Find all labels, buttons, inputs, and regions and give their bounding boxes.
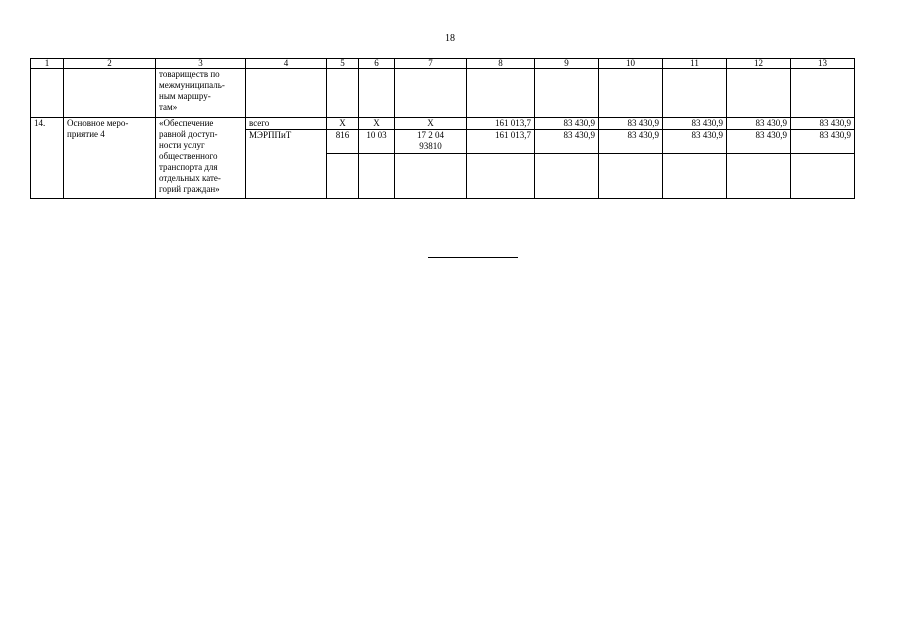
cell-value: Х — [395, 118, 467, 130]
item-description: «Обеспечение равной доступ- ности услуг общественного транспорта для отдельных кате- горий граждан» — [156, 118, 246, 199]
header-cell: 6 — [359, 59, 395, 69]
cell-value: 83 430,9 — [535, 130, 599, 154]
funding-source: МЭРППиТ — [246, 130, 327, 199]
cell-value: 10 03 — [359, 130, 395, 154]
header-cell: 13 — [791, 59, 855, 69]
header-cell: 5 — [327, 59, 359, 69]
cell-value: 83 430,9 — [663, 118, 727, 130]
continuation-row — [31, 69, 855, 118]
header-cell: 11 — [663, 59, 727, 69]
cell-value: 83 430,9 — [791, 130, 855, 154]
header-cell: 3 — [156, 59, 246, 69]
end-rule — [428, 257, 518, 258]
cell-value: 83 430,9 — [599, 130, 663, 154]
header-cell: 8 — [467, 59, 535, 69]
header-cell: 4 — [246, 59, 327, 69]
cell-value: 83 430,9 — [535, 118, 599, 130]
header-cell: 1 — [31, 59, 64, 69]
cell-value: 83 430,9 — [727, 130, 791, 154]
header-cell: 2 — [64, 59, 156, 69]
cell-value: 83 430,9 — [727, 118, 791, 130]
cell-value: 816 — [327, 130, 359, 154]
page-number: 18 — [445, 33, 455, 44]
header-cell: 7 — [395, 59, 467, 69]
cell-value: 83 430,9 — [599, 118, 663, 130]
cell-value: Х — [327, 118, 359, 130]
item-number: 14. — [31, 118, 64, 199]
cell-value: 161 013,7 — [467, 130, 535, 154]
cell-value: 83 430,9 — [663, 130, 727, 154]
header-cell: 9 — [535, 59, 599, 69]
cell-value: 83 430,9 — [791, 118, 855, 130]
cell-value: 161 013,7 — [467, 118, 535, 130]
header-cell: 12 — [727, 59, 791, 69]
funding-source: всего — [246, 118, 327, 130]
table-row — [31, 118, 855, 130]
header-cell: 10 — [599, 59, 663, 69]
item-name: Основное меро- приятие 4 — [64, 118, 156, 199]
cell-value: 17 2 04 93810 — [395, 130, 467, 154]
continuation-text: товариществ по межмуниципаль- ным маршру- там» — [156, 69, 246, 118]
cell-value: Х — [359, 118, 395, 130]
budget-table — [30, 58, 855, 199]
header-row — [31, 59, 855, 69]
